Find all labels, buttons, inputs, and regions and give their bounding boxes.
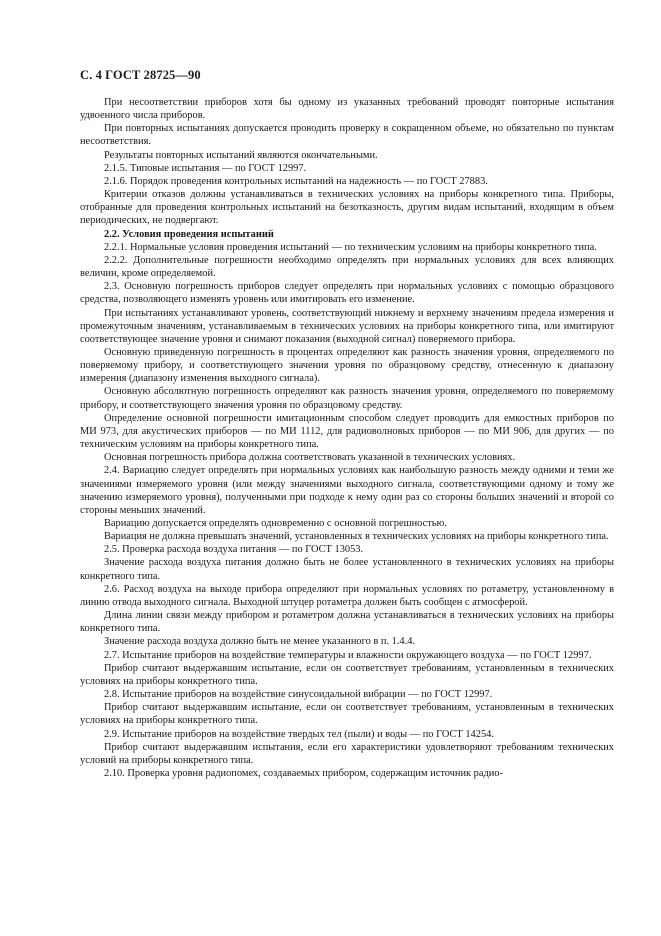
paragraph: Определение основной погрешности имитационным способом следует проводить для емкостных приборов по МИ 973, для акустических приборов — по МИ 1112, для радиоволновых приборов — по МИ 906, для других — по техническим условиям на приборы конкретного типа. bbox=[80, 412, 614, 451]
paragraph: Прибор считают выдержавшим испытание, если он соответствует требованиям, установленным в технических условиях на приборы конкретного типа. bbox=[80, 702, 614, 727]
paragraph: При повторных испытаниях допускается проводить проверку в сокращенном объеме, но обязательно по пунктам несоответствия. bbox=[80, 123, 614, 148]
page-header: С. 4 ГОСТ 28725—90 bbox=[80, 68, 201, 82]
paragraph: При испытаниях устанавливают уровень, соответствующий нижнему и верхнему значениям предела измерения и промежуточным значениям, устанавливаемым в технических условиях на приборы конкретного типа, или имитируют соответствующее значение уровня и снимают показания (выходной сигнал) поверяемого прибора. bbox=[80, 307, 614, 345]
paragraph: Основная погрешность прибора должна соответствовать указанной в технических условиях. bbox=[104, 452, 516, 464]
paragraph: 2.4. Вариацию следует определять при нормальных условиях как наибольшую разность между одними и теми же значениями измеряемого уровня (или между значениями выходного сигнала, соответствующими одному и тому же значению измеряемого уровня), полученными при подходе к нему один раз со стороны больших значений и второй со стороны меньших значений. bbox=[80, 465, 614, 516]
paragraph: 2.7. Испытание приборов на воздействие температуры и влажности окружающего воздуха — по ГОСТ 12997. bbox=[104, 649, 592, 661]
paragraph: Значение расхода воздуха питания должно быть не более установленного в технических условиях на приборы конкретного типа. bbox=[80, 557, 614, 582]
paragraph: 2.9. Испытание приборов на воздействие твердых тел (пыли) и воды — по ГОСТ 14254. bbox=[104, 728, 494, 740]
section-heading: 2.2. Условия проведения испытаний bbox=[104, 228, 274, 240]
paragraph: 2.5. Проверка расхода воздуха питания — по ГОСТ 13053. bbox=[104, 544, 364, 556]
paragraph: 2.1.6. Порядок проведения контрольных испытаний на надежность — по ГОСТ 27883. bbox=[104, 175, 488, 187]
paragraph: 2.1.5. Типовые испытания — по ГОСТ 12997. bbox=[104, 162, 307, 174]
paragraph: 2.2.1. Нормальные условия проведения испытаний — по техническим условиям на приборы конкретного типа. bbox=[104, 241, 597, 253]
paragraph: 2.3. Основную погрешность приборов следует определять при нормальных условиях с помощью образцового средства, позволяющего изменять уровень или имитировать его изменение. bbox=[80, 281, 614, 306]
paragraph: Прибор считают выдержавшим испытания, если его характеристики удовлетворяют требованиям технических условий на приборы конкретного типа. bbox=[80, 741, 614, 766]
paragraph: Критерии отказов должны устанавливаться в технических условиях на приборы конкретного типа. Приборы, отобранные для проведения контрольных испытаний на безотказность, другим видам испытаний, входящим в объем периодических, не подвергают. bbox=[80, 189, 614, 227]
paragraph: Вариацию допускается определять одновременно с основной погрешностью. bbox=[104, 518, 447, 529]
paragraph: 2.2.2. Дополнительные погрешности необходимо определять при нормальных условиях для всех влияющих величин, кроме определяемой. bbox=[80, 254, 614, 280]
document-body bbox=[80, 96, 614, 780]
paragraph: Значение расхода воздуха должно быть не менее указанного в п. 1.4.4. bbox=[104, 636, 416, 648]
paragraph: При несоответствии приборов хотя бы одному из указанных требований проводят повторные испытания удвоенного числа приборов. bbox=[80, 97, 614, 122]
paragraph: 2.6. Расход воздуха на выходе прибора определяют при нормальных условиях по ротаметру, установленному в линию отвода выходного сигнала. Выходной штуцер ротаметра должен быть сообщен с атмосферой. bbox=[80, 583, 614, 608]
paragraph: Прибор считают выдержавшим испытание, если он соответствует требованиям, установленным в технических условиях на приборы конкретного типа. bbox=[80, 662, 614, 687]
paragraph: Длина линии связи между прибором и ротаметром должна устанавливаться в технических условиях на приборы конкретного типа. bbox=[80, 610, 614, 635]
paragraph: Результаты повторных испытаний являются окончательными. bbox=[104, 149, 378, 161]
paragraph: 2.10. Проверка уровня радиопомех, создаваемых прибором, содержащим источник радио- bbox=[104, 767, 503, 779]
paragraph: Вариация не должна превышать значений, установленных в технических условиях на приборы конкретного типа. bbox=[104, 531, 609, 543]
paragraph: Основную приведенную погрешность в процентах определяют как разность значения уровня, определяемого по поверяемому прибору, и соответствующего значения уровня по образцовому средству, отнесенную к диапазону измерения (диапазону изменения выходного сигнала). bbox=[80, 346, 614, 385]
paragraph: 2.8. Испытание приборов на воздействие синусоидальной вибрации — по ГОСТ 12997. bbox=[104, 689, 493, 701]
paragraph: Основную абсолютную погрешность определяют как разность значения уровня, определяемого по поверяемому прибору, и соответствующего значения уровня по образцовому средству. bbox=[80, 386, 614, 411]
